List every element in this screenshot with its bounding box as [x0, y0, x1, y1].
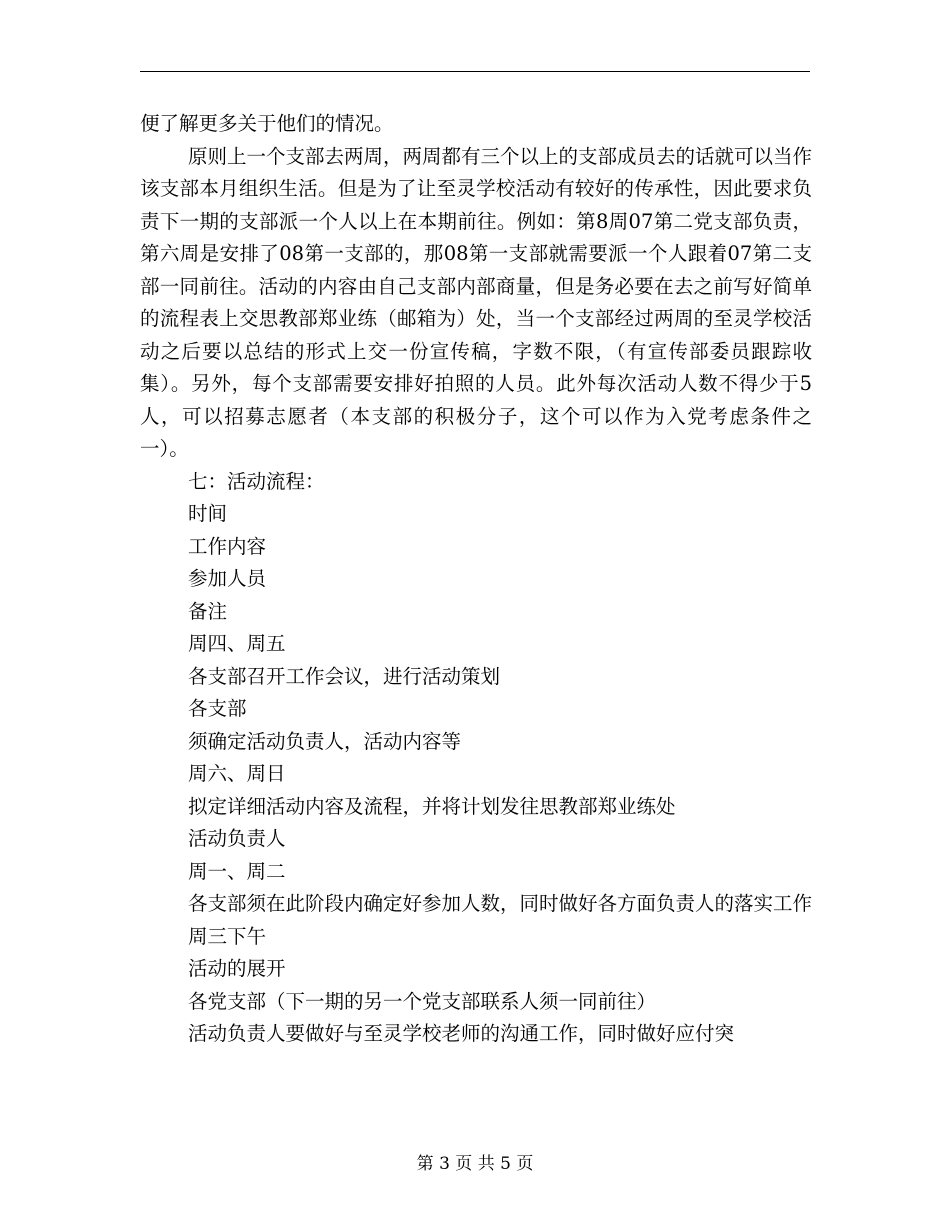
row4-content: 活动的展开 — [188, 957, 286, 980]
paragraph-principle: 原则上一个支部去两周，两周都有三个以上的支部成员去的话就可以当作该支部本月组织生活。但是为了让至灵学校活动有较好的传承性，因此要求负责下一期的支部派一个人以上在本期前往。例如：第8周07第二党支部负责，第六周是安排了08第一支部的，那08第一支部就需要派一个人跟着07第二支部一同前往。活动的内容由自己支部内部商量，但是务必要在去之前写好简单的流程表上交思教部郑业练（邮箱为）处，当一个支部经过两周的至灵学校活动之后要以总结的形式上交一份宣传稿，字数不限，（有宣传部委员跟踪收集）。另外，每个支部需要安排好拍照的人员。此外每次活动人数不得少于5人，可以招募志愿者（本支部的积极分子，这个可以作为入党考虑条件之一）。 — [140, 144, 813, 460]
row1-time: 周四、周五 — [188, 632, 286, 655]
row1-notes: 须确定活动负责人，活动内容等 — [188, 729, 462, 753]
row3-content: 各支部须在此阶段内确定好参加人数，同时做好各方面负责人的落实工作 — [188, 892, 813, 915]
row2-participants: 活动负责人 — [188, 827, 286, 850]
row4-participants: 各党支部（下一期的另一个党支部联系人须一同前往） — [188, 989, 657, 1013]
row1-participants: 各支部 — [188, 697, 247, 720]
table-header-work-content: 工作内容 — [188, 534, 267, 558]
table-header-notes: 备注 — [188, 599, 228, 623]
row2-time: 周六、周日 — [188, 762, 286, 785]
row4-time: 周三下午 — [188, 924, 267, 948]
paragraph-continuation: 便了解更多关于他们的情况。 — [140, 112, 394, 135]
row1-content: 各支部召开工作会议，进行活动策划 — [188, 664, 501, 688]
table-header-participants: 参加人员 — [188, 567, 267, 590]
row3-time: 周一、周二 — [188, 859, 286, 883]
header-rule — [140, 71, 810, 72]
page-number-footer: 第 3 页 共 5 页 — [416, 1154, 534, 1174]
section-heading-activity-process: 七：活动流程： — [188, 469, 325, 493]
document-body — [140, 108, 812, 1051]
row2-content: 拟定详细活动内容及流程，并将计划发往思教部郑业练处 — [188, 794, 676, 818]
table-header-time: 时间 — [188, 502, 228, 525]
row4-notes: 活动负责人要做好与至灵学校老师的沟通工作，同时做好应付突 — [188, 1022, 735, 1045]
